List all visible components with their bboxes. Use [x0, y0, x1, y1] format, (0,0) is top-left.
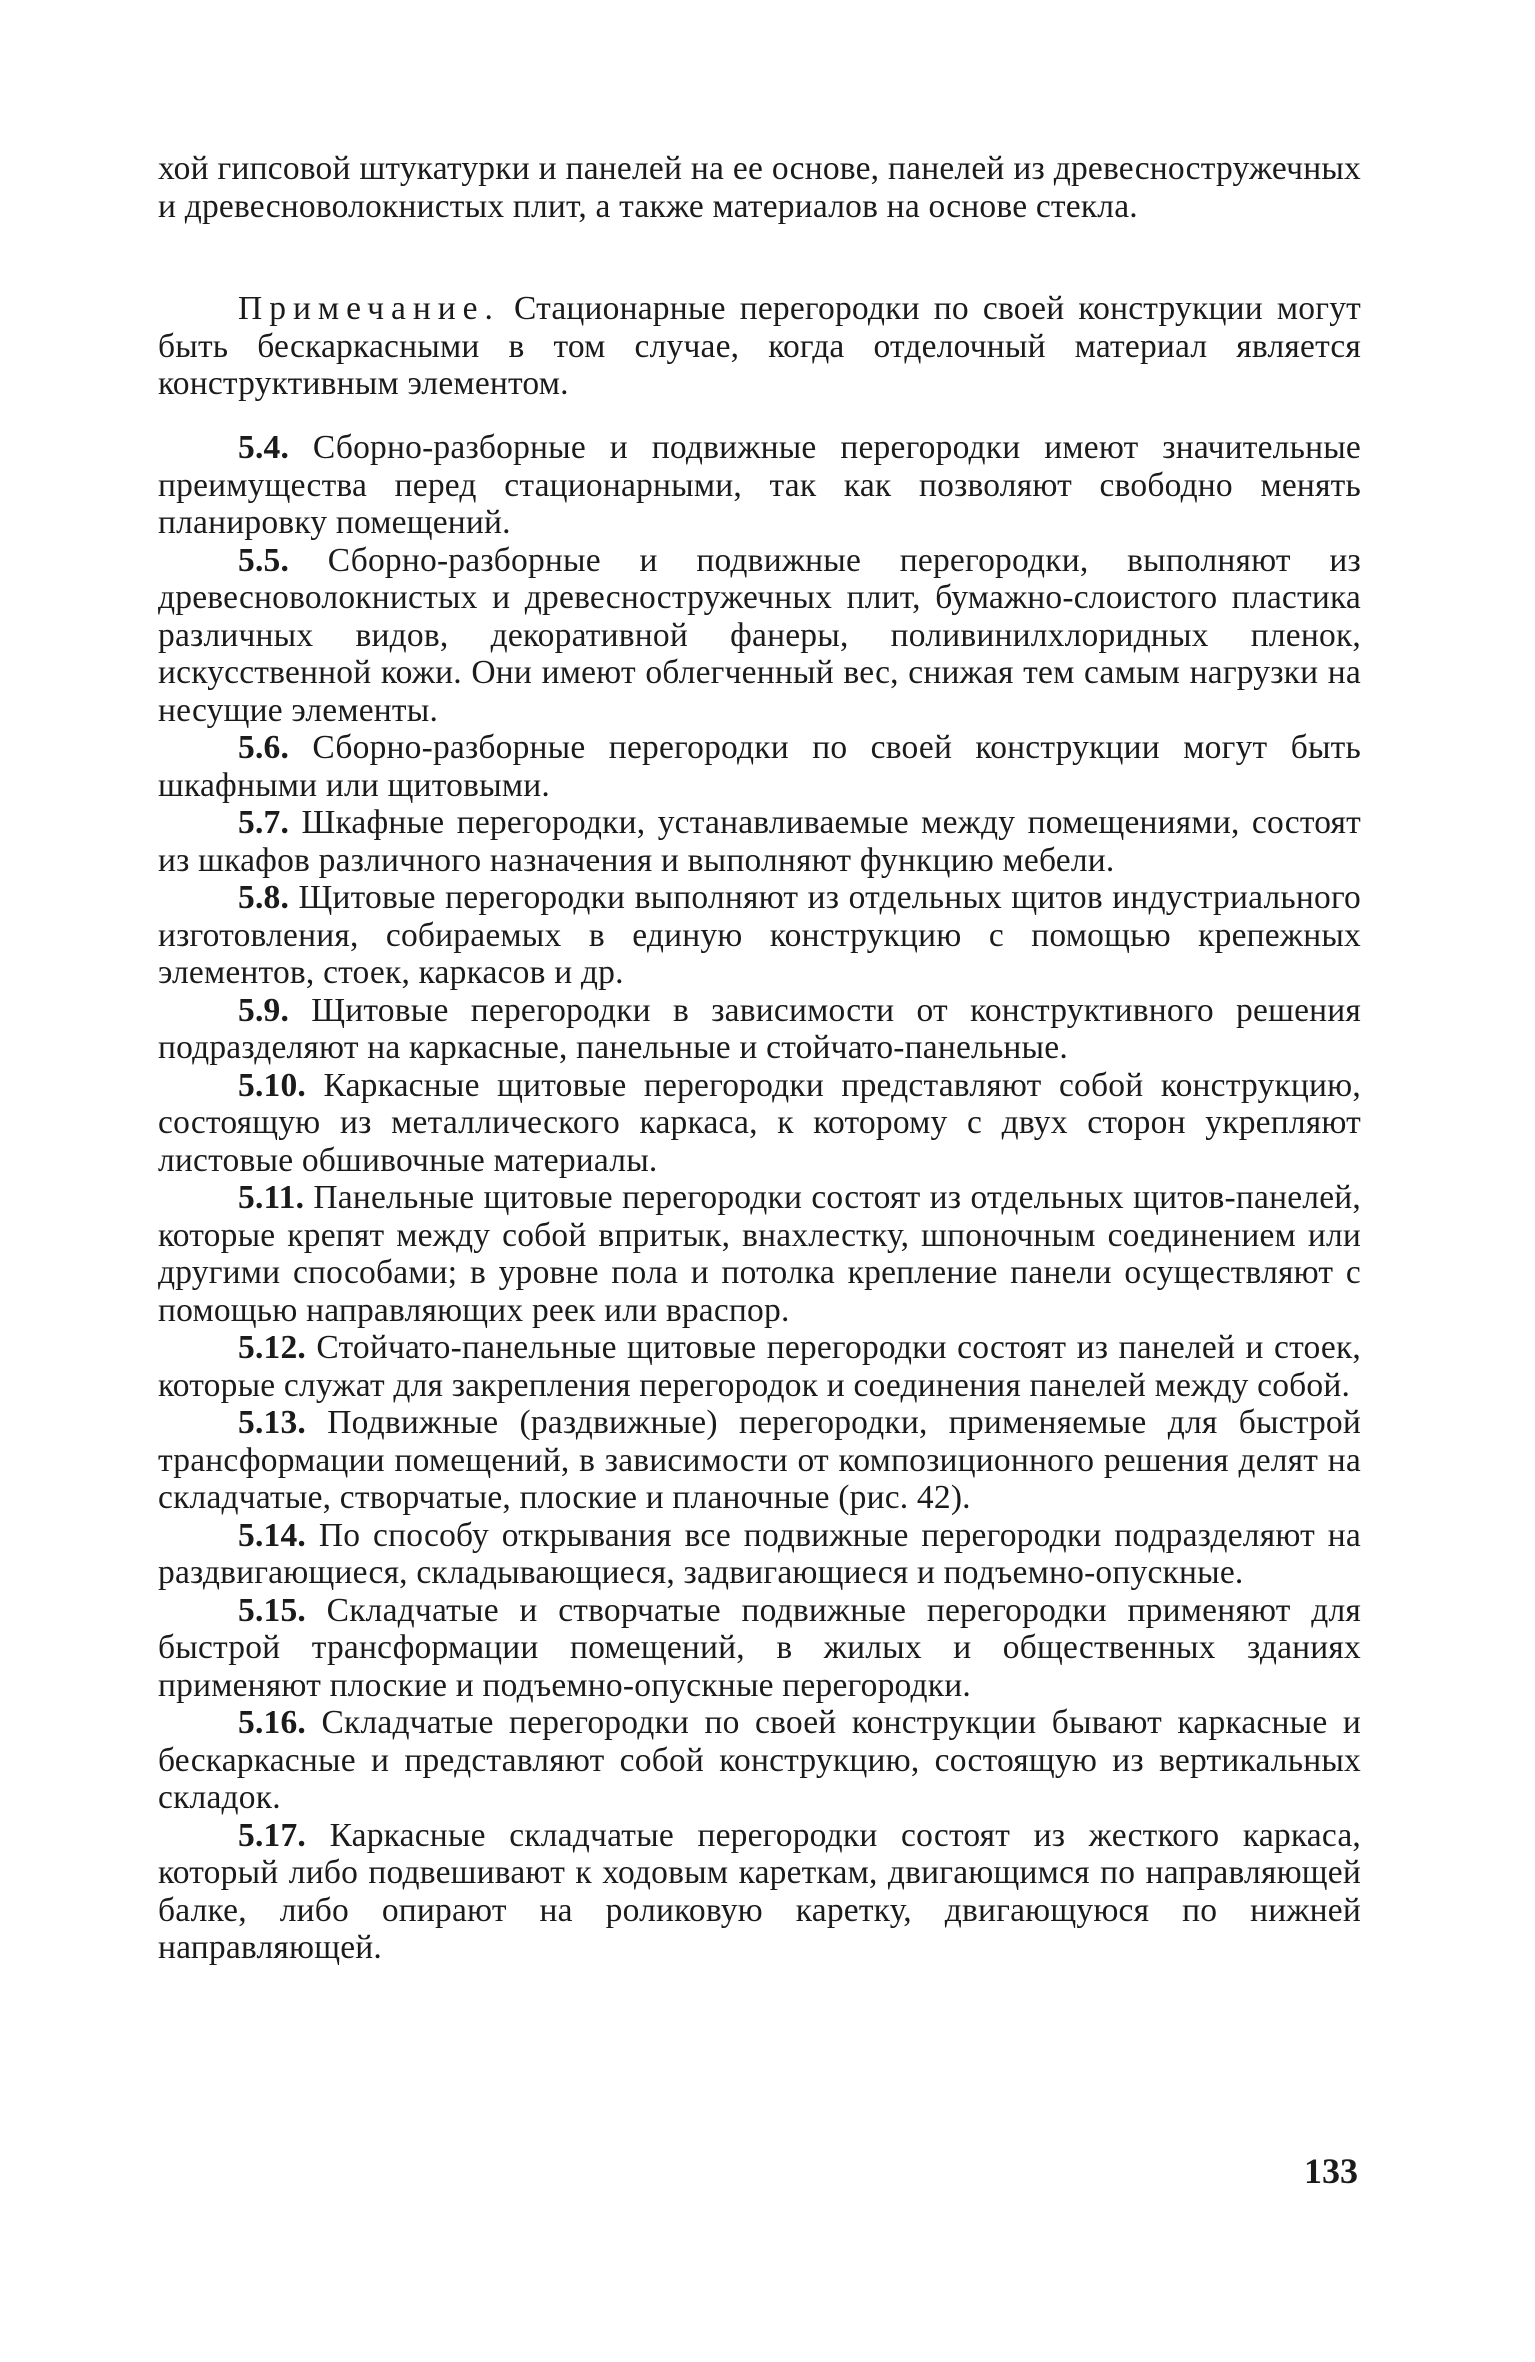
item-number: 5.9. — [238, 991, 290, 1029]
item-5-16 — [158, 1704, 1361, 1817]
item-text: Шкафные перегородки, устанавливаемые между помещениями, состоят из шкафов различного назначения и выполняют функцию мебели. — [158, 804, 1362, 879]
note-label: Примечание. — [238, 290, 500, 327]
item-number: 5.17. — [238, 1816, 306, 1854]
item-5-8 — [158, 879, 1361, 992]
page-number: 133 — [1304, 2151, 1358, 2191]
item-text: Складчатые перегородки по своей конструкции бывают каркасные и бескаркасные и представляют собой конструкцию, состоящую из вертикальных складок. — [158, 1704, 1361, 1816]
item-number: 5.8. — [238, 879, 290, 916]
item-5-14 — [158, 1517, 1361, 1592]
note-text: Стационарные перегородки по своей конструкции могут быть бескаркасными в том случае, когда отделочный материал является конструктивным элементом. — [158, 290, 1361, 402]
item-text: Сборно-разборные перегородки по своей конструкции могут быть шкафными или щитовыми. — [158, 729, 1361, 804]
item-number: 5.14. — [238, 1516, 306, 1554]
item-text: Каркасные щитовые перегородки представляют собой конструкцию, состоящую из металлического каркаса, к которому с двух сторон укрепляют листовые обшивочные материалы. — [158, 1066, 1361, 1179]
numbered-items — [158, 429, 1361, 1967]
item-5-10 — [158, 1067, 1361, 1180]
item-5-17 — [158, 1817, 1361, 1967]
item-text: Щитовые перегородки выполняют из отдельных щитов индустриального изготовления, собираемых в единую конструкцию с помощью крепежных элементов, стоек, каркасов и др. — [158, 879, 1361, 991]
note-paragraph — [158, 290, 1361, 403]
item-number: 5.6. — [238, 729, 290, 766]
item-number: 5.12. — [238, 1329, 306, 1366]
item-5-15 — [158, 1592, 1361, 1705]
item-5-5 — [158, 542, 1361, 730]
item-text: Панельные щитовые перегородки состоят из отдельных щитов-панелей, которые крепят между собой впритык, внахлестку, шпоночным соединением или другими способами; в уровне пола и потолка крепление панели осуществляют с помощью направляющих реек или враспор. — [158, 1179, 1361, 1329]
item-5-12 — [158, 1329, 1361, 1404]
item-number: 5.4. — [238, 429, 290, 466]
item-5-7 — [158, 804, 1361, 879]
item-text: Сборно-разборные и подвижные перегородки, выполняют из древесноволокнистых и древесностружечных плит, бумажно-слоистого пластика различных видов, декоративной фанеры, поливинилхлоридных пленок, искусственной кожи. Они имеют облегченный вес, снижая тем самым нагрузки на несущие элементы. — [158, 541, 1361, 729]
item-text: Стойчато-панельные щитовые перегородки состоят из панелей и стоек, которые служат для закрепления перегородок и соединения панелей между собой. — [158, 1329, 1361, 1404]
item-number: 5.16. — [238, 1704, 306, 1741]
item-text: Складчатые и створчатые подвижные перегородки применяют для быстрой трансформации помещений, в жилых и общественных зданиях применяют плоские и подъемно-опускные перегородки. — [158, 1591, 1362, 1704]
item-number: 5.15. — [238, 1591, 306, 1629]
item-number: 5.13. — [238, 1404, 306, 1441]
item-5-4 — [158, 429, 1361, 542]
item-5-9 — [158, 992, 1361, 1067]
item-number: 5.5. — [238, 541, 290, 579]
item-number: 5.7. — [238, 804, 290, 841]
item-text: Подвижные (раздвижные) перегородки, применяемые для быстрой трансформации помещений, в зависимости от композиционного решения делят на складчатые, створчатые, плоские и планочные (рис. 42). — [158, 1404, 1362, 1516]
item-text: По способу открывания все подвижные перегородки подразделяют на раздвигающиеся, складывающиеся, задвигающиеся и подъемно-опускные. — [158, 1516, 1361, 1591]
item-number: 5.10. — [238, 1066, 306, 1104]
intro-paragraph: хой гипсовой штукатурки и панелей на ее основе, панелей из древесностружечных и древесноволокнистых плит, а также материалов на основе стекла. — [158, 150, 1361, 225]
item-text: Сборно-разборные и подвижные перегородки имеют значительные преимущества перед стационарными, так как позволяют свободно менять планировку помещений. — [158, 429, 1361, 541]
item-text: Щитовые перегородки в зависимости от конструктивного решения подразделяют на каркасные, панельные и стойчато-панельные. — [158, 991, 1361, 1066]
item-5-13 — [158, 1404, 1361, 1517]
item-text: Каркасные складчатые перегородки состоят из жесткого каркаса, который либо подвешивают к ходовым кареткам, двигающимся по направляющей балке, либо опирают на роликовую каретку, двигающуюся по нижней направляющей. — [158, 1816, 1361, 1966]
item-5-11 — [158, 1179, 1361, 1329]
item-5-6 — [158, 729, 1361, 804]
item-number: 5.11. — [238, 1179, 305, 1216]
